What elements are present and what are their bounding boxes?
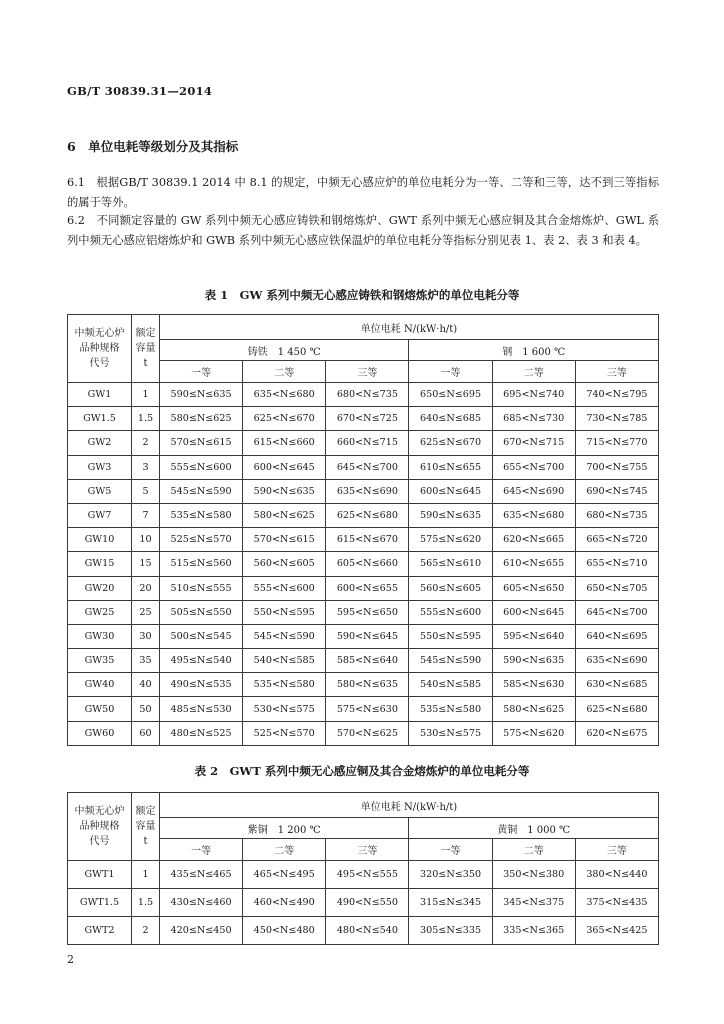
value-cell: 585<N≤630 [492, 673, 575, 697]
table-row [68, 889, 659, 917]
table1-grade-header: 三等 [326, 361, 409, 383]
table-row [68, 673, 659, 697]
model-cell: GW1.5 [68, 407, 132, 431]
value-cell: 575≤N≤620 [409, 528, 492, 552]
value-cell: 680<N≤735 [575, 503, 658, 527]
value-cell: 590<N≤635 [492, 649, 575, 673]
value-cell: 380<N≤440 [575, 861, 658, 889]
value-cell: 435≤N≤465 [160, 861, 243, 889]
table-row [68, 697, 659, 721]
table2-grade-header: 一等 [409, 839, 492, 861]
value-cell: 650≤N≤695 [409, 383, 492, 407]
value-cell: 595<N≤650 [326, 600, 409, 624]
value-cell: 580<N≤635 [326, 673, 409, 697]
value-cell: 575<N≤630 [326, 697, 409, 721]
value-cell: 505≤N≤550 [160, 600, 243, 624]
value-cell: 580≤N≤625 [160, 407, 243, 431]
value-cell: 365<N≤425 [575, 917, 658, 945]
value-cell: 600<N≤645 [492, 600, 575, 624]
value-cell: 595<N≤640 [492, 624, 575, 648]
value-cell: 730<N≤785 [575, 407, 658, 431]
value-cell: 665<N≤720 [575, 528, 658, 552]
value-cell: 635<N≤690 [575, 649, 658, 673]
table1-grade-header: 一等 [409, 361, 492, 383]
value-cell: 600≤N≤645 [409, 479, 492, 503]
model-cell: GW20 [68, 576, 132, 600]
capacity-cell: 15 [132, 552, 160, 576]
value-cell: 545≤N≤590 [160, 479, 243, 503]
table2-group-b-header: 黄铜 1 000 ℃ [409, 818, 659, 839]
table-row [68, 624, 659, 648]
table1-grade-header: 二等 [243, 361, 326, 383]
table-row [68, 861, 659, 889]
value-cell: 645<N≤690 [492, 479, 575, 503]
table-row [68, 600, 659, 624]
value-cell: 600<N≤645 [243, 455, 326, 479]
model-cell: GW15 [68, 552, 132, 576]
value-cell: 670<N≤725 [326, 407, 409, 431]
table-row [68, 503, 659, 527]
value-cell: 590<N≤645 [326, 624, 409, 648]
table-row [68, 383, 659, 407]
table-row [68, 479, 659, 503]
capacity-cell: 40 [132, 673, 160, 697]
table1 [67, 314, 659, 746]
value-cell: 480<N≤540 [326, 917, 409, 945]
value-cell: 655<N≤700 [492, 455, 575, 479]
capacity-cell: 50 [132, 697, 160, 721]
table-row [68, 576, 659, 600]
table1-unit-header: 单位电耗 N/(kW·h/t) [160, 315, 659, 340]
capacity-cell: 25 [132, 600, 160, 624]
value-cell: 620<N≤675 [575, 721, 658, 745]
table2 [67, 792, 659, 945]
value-cell: 540≤N≤585 [409, 673, 492, 697]
value-cell: 560≤N≤605 [409, 576, 492, 600]
value-cell: 535≤N≤580 [409, 697, 492, 721]
value-cell: 645<N≤700 [326, 455, 409, 479]
value-cell: 590≤N≤635 [160, 383, 243, 407]
model-cell: GW5 [68, 479, 132, 503]
table2-unit-header: 单位电耗 N/(kW·h/t) [160, 793, 659, 818]
value-cell: 320≤N≤350 [409, 861, 492, 889]
capacity-cell: 5 [132, 479, 160, 503]
table2-grade-header: 二等 [492, 839, 575, 861]
value-cell: 590≤N≤635 [409, 503, 492, 527]
value-cell: 605<N≤650 [492, 576, 575, 600]
table1-grade-header: 三等 [575, 361, 658, 383]
table-row [68, 431, 659, 455]
value-cell: 575<N≤620 [492, 721, 575, 745]
table1-grade-header: 一等 [160, 361, 243, 383]
paragraph-6-1: 6.1 根据GB/T 30839.1 2014 中 8.1 的规定，中频无心感应炉的单位电耗分为一等、二等和三等，达不到三等指标的属于等外。 [67, 176, 659, 209]
value-cell: 615<N≤660 [243, 431, 326, 455]
value-cell: 570<N≤625 [326, 721, 409, 745]
value-cell: 490<N≤550 [326, 889, 409, 917]
value-cell: 460<N≤490 [243, 889, 326, 917]
value-cell: 580<N≤625 [243, 503, 326, 527]
model-cell: GW50 [68, 697, 132, 721]
value-cell: 635<N≤690 [326, 479, 409, 503]
value-cell: 345<N≤375 [492, 889, 575, 917]
model-cell: GW60 [68, 721, 132, 745]
value-cell: 350<N≤380 [492, 861, 575, 889]
value-cell: 625<N≤680 [326, 503, 409, 527]
value-cell: 490≤N≤535 [160, 673, 243, 697]
model-cell: GW3 [68, 455, 132, 479]
value-cell: 525<N≤570 [243, 721, 326, 745]
value-cell: 580<N≤625 [492, 697, 575, 721]
value-cell: 610≤N≤655 [409, 455, 492, 479]
value-cell: 530<N≤575 [243, 697, 326, 721]
value-cell: 635<N≤680 [492, 503, 575, 527]
value-cell: 650<N≤705 [575, 576, 658, 600]
standard-code: GB/T 30839.31—2014 [67, 84, 213, 98]
table-row [68, 407, 659, 431]
value-cell: 550<N≤595 [243, 600, 326, 624]
value-cell: 450<N≤480 [243, 917, 326, 945]
capacity-cell: 2 [132, 431, 160, 455]
value-cell: 495≤N≤540 [160, 649, 243, 673]
table1-caption: 表 1 GW 系列中频无心感应铸铁和钢熔炼炉的单位电耗分等 [204, 288, 520, 302]
value-cell: 690<N≤745 [575, 479, 658, 503]
model-cell: GW30 [68, 624, 132, 648]
table1-group-a-header: 铸铁 1 450 ℃ [160, 340, 409, 361]
model-cell: GWT2 [68, 917, 132, 945]
value-cell: 670<N≤715 [492, 431, 575, 455]
value-cell: 605<N≤660 [326, 552, 409, 576]
value-cell: 625<N≤670 [243, 407, 326, 431]
value-cell: 305≤N≤335 [409, 917, 492, 945]
value-cell: 700<N≤755 [575, 455, 658, 479]
value-cell: 565≤N≤610 [409, 552, 492, 576]
table-row [68, 917, 659, 945]
value-cell: 515≤N≤560 [160, 552, 243, 576]
value-cell: 485≤N≤530 [160, 697, 243, 721]
model-cell: GW25 [68, 600, 132, 624]
value-cell: 645<N≤700 [575, 600, 658, 624]
capacity-cell: 35 [132, 649, 160, 673]
value-cell: 640≤N≤685 [409, 407, 492, 431]
value-cell: 500≤N≤545 [160, 624, 243, 648]
capacity-cell: 1.5 [132, 407, 160, 431]
model-cell: GW10 [68, 528, 132, 552]
value-cell: 640<N≤695 [575, 624, 658, 648]
model-cell: GW7 [68, 503, 132, 527]
value-cell: 555<N≤600 [243, 576, 326, 600]
value-cell: 430≤N≤460 [160, 889, 243, 917]
value-cell: 610<N≤655 [492, 552, 575, 576]
table-row [68, 528, 659, 552]
value-cell: 600<N≤655 [326, 576, 409, 600]
capacity-cell: 3 [132, 455, 160, 479]
model-cell: GWT1.5 [68, 889, 132, 917]
table2-grade-header: 一等 [160, 839, 243, 861]
value-cell: 625≤N≤670 [409, 431, 492, 455]
table2-caption: 表 2 GWT 系列中频无心感应铜及其合金熔炼炉的单位电耗分等 [194, 764, 530, 778]
table-row [68, 455, 659, 479]
model-cell: GW35 [68, 649, 132, 673]
table1-model-header: 中频无心炉 品种规格 代号 [68, 315, 132, 383]
table-row [68, 721, 659, 745]
value-cell: 615<N≤670 [326, 528, 409, 552]
capacity-cell: 1.5 [132, 889, 160, 917]
value-cell: 530≤N≤575 [409, 721, 492, 745]
table-row [68, 552, 659, 576]
capacity-cell: 7 [132, 503, 160, 527]
value-cell: 625<N≤680 [575, 697, 658, 721]
value-cell: 535<N≤580 [243, 673, 326, 697]
value-cell: 335<N≤365 [492, 917, 575, 945]
table2-model-header: 中频无心炉 品种规格 代号 [68, 793, 132, 861]
table2-grade-header: 二等 [243, 839, 326, 861]
value-cell: 525≤N≤570 [160, 528, 243, 552]
capacity-cell: 60 [132, 721, 160, 745]
value-cell: 555≤N≤600 [409, 600, 492, 624]
value-cell: 620<N≤665 [492, 528, 575, 552]
value-cell: 420≤N≤450 [160, 917, 243, 945]
value-cell: 635<N≤680 [243, 383, 326, 407]
value-cell: 545<N≤590 [243, 624, 326, 648]
value-cell: 570<N≤615 [243, 528, 326, 552]
value-cell: 535≤N≤580 [160, 503, 243, 527]
capacity-cell: 2 [132, 917, 160, 945]
value-cell: 545≤N≤590 [409, 649, 492, 673]
table2-grade-header: 三等 [326, 839, 409, 861]
value-cell: 555≤N≤600 [160, 455, 243, 479]
table-row [68, 649, 659, 673]
value-cell: 560<N≤605 [243, 552, 326, 576]
table2-grade-header: 三等 [575, 839, 658, 861]
model-cell: GW2 [68, 431, 132, 455]
value-cell: 510≤N≤555 [160, 576, 243, 600]
value-cell: 465<N≤495 [243, 861, 326, 889]
table2-capacity-header: 额定 容量 t [132, 793, 160, 861]
value-cell: 715<N≤770 [575, 431, 658, 455]
value-cell: 495<N≤555 [326, 861, 409, 889]
paragraph-6-2: 6.2 不同额定容量的 GW 系列中频无心感应铸铁和钢熔炼炉、GWT 系列中频无心感应铜及其合金熔炼炉、GWL 系列中频无心感应铝熔炼炉和 GWB 系列中频无心感应铁保温炉的单位电耗分等指标分别见表 1、表 2、表 3 和表 4。 [67, 214, 659, 247]
value-cell: 540<N≤585 [243, 649, 326, 673]
value-cell: 480≤N≤525 [160, 721, 243, 745]
value-cell: 375<N≤435 [575, 889, 658, 917]
capacity-cell: 1 [132, 383, 160, 407]
table1-grade-header: 二等 [492, 361, 575, 383]
value-cell: 655<N≤710 [575, 552, 658, 576]
table1-capacity-header: 额定 容量 t [132, 315, 160, 383]
section-heading: 6 单位电耗等级划分及其指标 [67, 139, 239, 154]
model-cell: GWT1 [68, 861, 132, 889]
value-cell: 685<N≤730 [492, 407, 575, 431]
model-cell: GW40 [68, 673, 132, 697]
capacity-cell: 20 [132, 576, 160, 600]
capacity-cell: 1 [132, 861, 160, 889]
capacity-cell: 10 [132, 528, 160, 552]
model-cell: GW1 [68, 383, 132, 407]
value-cell: 740<N≤795 [575, 383, 658, 407]
value-cell: 695<N≤740 [492, 383, 575, 407]
value-cell: 660<N≤715 [326, 431, 409, 455]
value-cell: 585<N≤640 [326, 649, 409, 673]
value-cell: 315≤N≤345 [409, 889, 492, 917]
value-cell: 570≤N≤615 [160, 431, 243, 455]
value-cell: 680<N≤735 [326, 383, 409, 407]
page-number: 2 [67, 953, 74, 966]
value-cell: 590<N≤635 [243, 479, 326, 503]
value-cell: 630<N≤685 [575, 673, 658, 697]
value-cell: 550≤N≤595 [409, 624, 492, 648]
table2-group-a-header: 紫铜 1 200 ℃ [160, 818, 409, 839]
table1-group-b-header: 钢 1 600 ℃ [409, 340, 659, 361]
capacity-cell: 30 [132, 624, 160, 648]
